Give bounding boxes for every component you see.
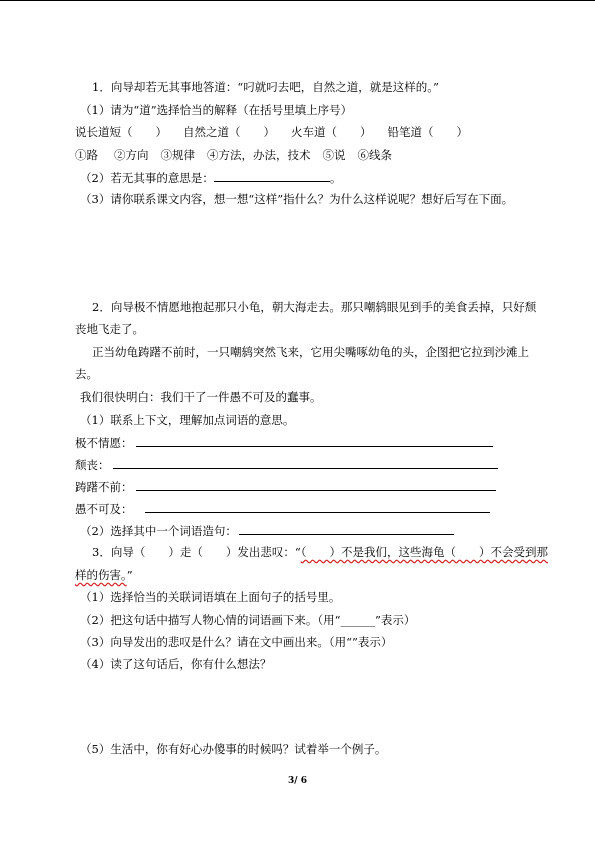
q2-para1-line1: 2．向导极不情愿地抱起那只小龟，朝大海走去。那只嘲鸫眼见到手的美食丢掉，只好颓 [92,300,537,314]
q3-sub3: （3）向导发出的悲叹是什么？请在文中画出来。（用“”表示） [80,635,393,649]
q1-sub2: （2）若无其事的意思是： 。 [80,171,342,185]
q3-sub5: （5）生活中，你有好心办傻事的时候吗？试着举一个例子。 [80,742,387,756]
q2-para2-line2: 去。 [75,367,98,381]
q1-sub3: （3）请你联系课文内容，想一想“这样”指什么？为什么这样说呢？想好后写在下面。 [80,192,514,206]
q2-term: 愚不可及： [75,502,133,516]
q1-item: 火车道（ ） [291,125,372,139]
q2-sub2: （2）选择其中一个词语造句： [80,523,454,538]
answer-blank[interactable] [214,170,330,182]
answer-blank[interactable] [145,501,490,513]
q2-para2-line1: 正当幼龟踌躇不前时，一只嘲鸫突然飞来，它用尖嘴啄幼龟的头，企图把它拉到沙滩上 [92,345,529,359]
q3-stem-line1: 3．向导（ ）走（ ）发出悲叹：“（ ）不是我们，这些海龟（ ）不会受到那 [92,545,548,559]
q2-term: 颓丧： [75,458,110,472]
q1-items [75,125,468,139]
page-number: 3/ 6 [288,776,307,786]
wavy-underline-text: 样的伤害。 [75,568,127,582]
q2-term-row [75,435,493,450]
q2-term: 极不情愿： [75,436,133,450]
q1-option: ⑥线条 [357,148,392,162]
answer-blank[interactable] [239,523,454,535]
q3-sub4: （4）读了这句话后，你有什么想法？ [80,657,272,671]
q1-option: ④方法，办法，技术 [207,148,311,162]
q1-option: ①路 [75,148,98,162]
q2-term-row [75,479,496,494]
q2-term: 踌躇不前： [75,480,133,494]
q3-sub2: （2）把这句话中描写人物心情的词语画下来。（用“______”表示） [80,613,416,627]
answer-blank[interactable] [136,435,493,447]
q3-sub1: （1）选择恰当的关联词语填在上面句子的括号里。 [80,590,341,604]
q1-stem: 1．向导却若无其事地答道：“叼就叼去吧，自然之道，就是这样的。” [92,80,439,94]
q1-options [75,148,392,162]
q2-term-row [75,501,490,516]
q1-item: 铅笔道（ ） [387,125,468,139]
q2-para1-line2: 丧地飞走了。 [75,322,144,336]
top-rule [0,0,595,1]
answer-blank[interactable] [113,457,498,469]
answer-blank[interactable] [136,479,496,491]
q3-stem-line2: 样的伤害。” [75,568,133,582]
q1-sub1: （1）请为“道”选择恰当的解释（在括号里填上序号） [80,103,353,117]
q2-term-row [75,457,498,472]
q2-para3: 我们很快明白：我们干了一件愚不可及的蠢事。 [80,390,322,404]
wavy-underline-text: （ ）不是我们，这些海龟（ ）不会受到那 [300,545,548,559]
q2-sub1: （1）联系上下文，理解加点词语的意思。 [80,413,295,427]
q1-item: 说长道短（ ） [75,125,167,139]
q1-option: ⑤说 [322,148,346,162]
q1-item: 自然之道（ ） [183,125,275,139]
q1-option: ③规律 [160,148,195,162]
q1-option: ②方向 [114,148,149,162]
